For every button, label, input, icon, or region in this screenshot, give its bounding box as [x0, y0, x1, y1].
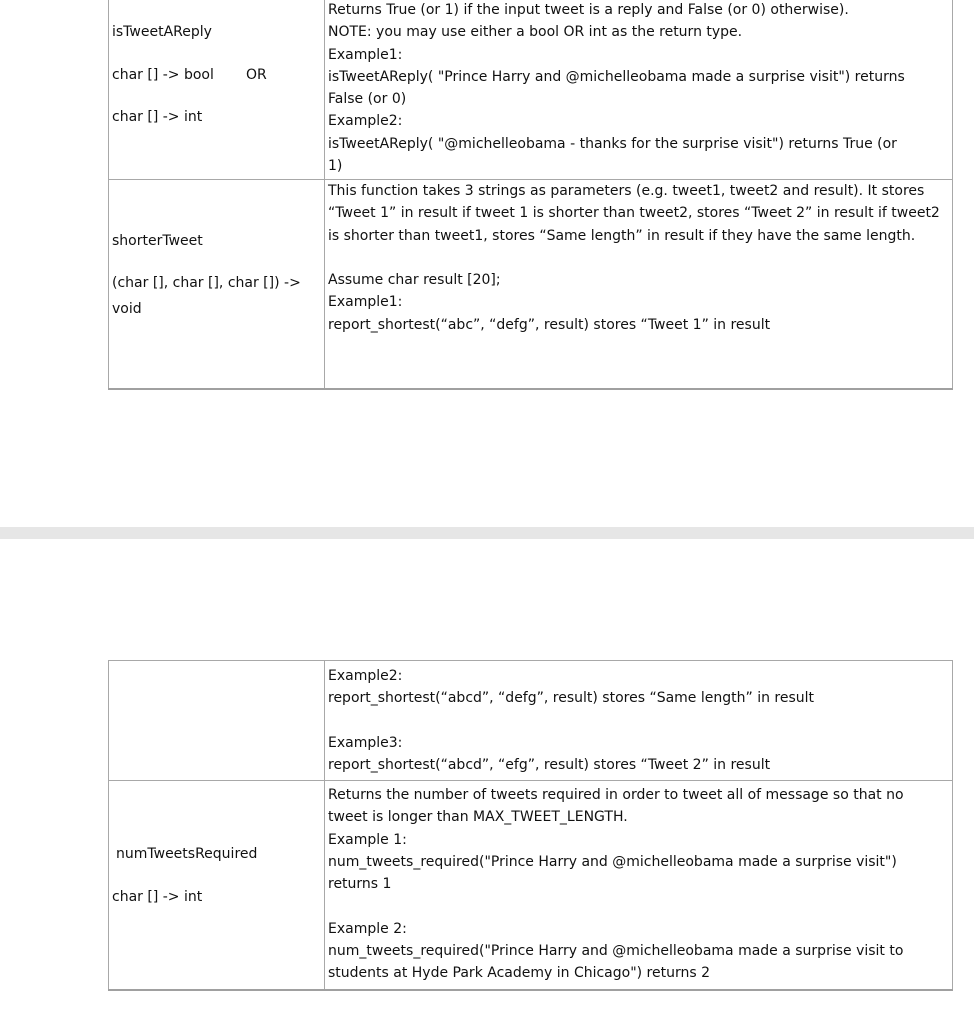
example-line: num_tweets_required("Prince Harry and @michelleobama made a surprise visit to: [328, 943, 904, 960]
document-page-2: [0, 539, 974, 1011]
description-line: Example2:: [328, 113, 403, 130]
function-signature-cell: [109, 661, 325, 781]
function-name: isTweetAReply: [112, 24, 212, 40]
description-line: 1): [328, 158, 343, 175]
description-line: NOTE: you may use either a bool OR int as the return type.: [328, 24, 743, 41]
example-line: students at Hyde Park Academy in Chicago") returns 2: [328, 965, 711, 982]
function-signature-cell: [109, 180, 325, 390]
example-line: num_tweets_required("Prince Harry and @michelleobama made a surprise visit"): [328, 853, 897, 870]
description-line: False (or 0): [328, 91, 407, 108]
example-line: returns 1: [328, 876, 392, 893]
function-description-cell: [325, 180, 953, 390]
example-line: report_shortest(“abcd”, “defg”, result) stores “Same length” in result: [328, 690, 815, 707]
blank-line: [328, 895, 952, 917]
signature-bool: char [] -> bool: [112, 67, 214, 83]
signature-or: OR: [246, 67, 267, 83]
assume-line: Assume char result [20];: [328, 272, 501, 289]
signature-line: void: [112, 301, 142, 317]
description-paragraph: This function takes 3 strings as parameters (e.g. tweet1, tweet2 and result). It stores “Tweet 1” in result if tweet 1 is shorter than tweet2, stores “Tweet 2” in result if tweet2 is shorter than tweet1, stores “Same length” in result if they have the same length.: [328, 183, 940, 244]
description-line: Example1:: [328, 46, 403, 63]
example-label: Example 2:: [328, 920, 407, 937]
table-row-shorter-tweet: [109, 180, 953, 390]
example-label: Example1:: [328, 294, 403, 311]
example-label: Example 1:: [328, 831, 407, 848]
blank-line: [328, 247, 952, 269]
function-name: shorterTweet: [112, 233, 203, 249]
function-name: numTweetsRequired: [116, 846, 258, 862]
description-line: Returns True (or 1) if the input tweet is a reply and False (or 0) otherwise).: [328, 2, 849, 18]
example-line: report_shortest(“abc”, “defg”, result) stores “Tweet 1” in result: [328, 316, 771, 333]
description-line: Returns the number of tweets required in order to tweet all of message so that no: [328, 787, 904, 803]
function-description-cell: [325, 781, 953, 991]
description-line: isTweetAReply( "@michelleobama - thanks for the surprise visit") returns True (or: [328, 135, 897, 152]
example-label: Example2:: [328, 668, 403, 684]
page-separator: [0, 527, 974, 539]
function-description-cell: [325, 661, 953, 781]
table-row-shorter-tweet-continued: [109, 661, 953, 781]
example-label: Example3:: [328, 734, 403, 751]
description-line: isTweetAReply( "Prince Harry and @michelleobama made a surprise visit") returns: [328, 68, 905, 85]
description-line: tweet is longer than MAX_TWEET_LENGTH.: [328, 809, 628, 826]
signature-int: char [] -> int: [112, 109, 203, 125]
function-spec-table-page-1: [108, 0, 953, 390]
function-signature-cell: [109, 0, 325, 180]
function-description-cell: [325, 0, 953, 180]
table-row-is-tweet-a-reply: [109, 0, 953, 180]
example-line: report_shortest(“abcd”, “efg”, result) stores “Tweet 2” in result: [328, 757, 771, 774]
table-row-num-tweets-required: [109, 781, 953, 991]
function-signature-cell: [109, 781, 325, 991]
blank-line: [328, 710, 952, 732]
signature-line: (char [], char [], char []) ->: [112, 275, 301, 291]
function-spec-table-page-2: [108, 660, 953, 991]
signature-line: char [] -> int: [112, 889, 203, 905]
